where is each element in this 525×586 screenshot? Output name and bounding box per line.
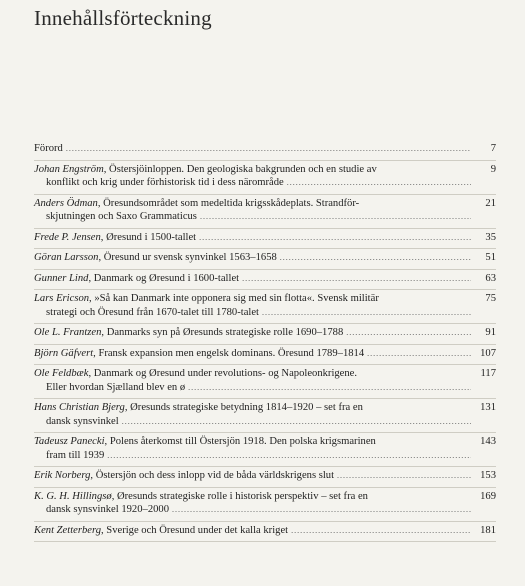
toc-author: Frede P. Jensen (34, 231, 101, 243)
toc-entry-line (34, 449, 474, 463)
toc-page-number: 35 (485, 231, 496, 243)
toc-page-number: 153 (480, 470, 496, 481)
toc-author: Ole L. Frantzen (34, 327, 102, 338)
table-of-contents (34, 140, 496, 542)
toc-entry-text (34, 251, 474, 265)
toc-author: K. G. H. Hillingsø (34, 490, 112, 502)
toc-entry-title: , Øresunds strategiske betydning 1814–1920 – set fra en (124, 402, 363, 413)
toc-entry-line (34, 142, 474, 156)
toc-entry-text (34, 490, 474, 517)
toc-entry-text (34, 347, 474, 361)
toc-entry (34, 249, 496, 270)
toc-entry-title: , Öresund ur svensk synvinkel 1563–1658 (98, 252, 277, 263)
toc-entry-line (34, 251, 474, 265)
toc-entry-title: dansk synsvinkel 1920–2000 (46, 504, 170, 515)
toc-entry-title: , Øresund i 1500-tallet (100, 231, 197, 243)
toc-page-number: 21 (485, 197, 496, 209)
toc-entry (34, 324, 496, 345)
toc-entry-text (34, 142, 474, 156)
toc-page-number: 117 (480, 368, 496, 379)
page-title: Innehållsförteckning (34, 6, 212, 30)
toc-entry-title: , Sverige och Öresund under det kalla kriget (101, 524, 289, 536)
toc-entry-text (34, 231, 474, 245)
toc-page-number: 181 (480, 524, 496, 536)
toc-page-number: 63 (485, 272, 496, 284)
toc-page-number: 51 (485, 252, 496, 263)
toc-entry-text (34, 326, 474, 340)
toc-entry-line (34, 197, 474, 211)
toc-entry-line (34, 326, 474, 340)
toc-entry (34, 522, 496, 543)
toc-entry-title: konflikt och krig under förhistorisk tid i dess närområde (46, 177, 284, 188)
toc-entry-title: , Öresundsområdet som medeltida krigsskådeplats. Strandför- (97, 197, 360, 209)
toc-entry-line (34, 210, 474, 224)
toc-page-number: 131 (480, 402, 496, 413)
toc-author: Tadeusz Panecki (34, 436, 105, 447)
toc-entry-title: skjutningen och Saxo Grammaticus (46, 211, 197, 222)
toc-entry-title: , Polens återkomst till Östersjön 1918. Den polska krigsmarinen (104, 436, 376, 447)
toc-entry (34, 467, 496, 488)
toc-author: Johan Engström (34, 163, 104, 175)
toc-entry-line (34, 435, 474, 449)
toc-author: Gunner Lind (34, 272, 89, 284)
toc-entry (34, 270, 496, 291)
dot-leader (199, 231, 471, 245)
toc-entry (34, 229, 496, 250)
dot-leader (346, 326, 471, 340)
toc-author: Anders Ödman (34, 197, 98, 209)
toc-entry-text (34, 367, 474, 394)
toc-entry-text (34, 469, 474, 483)
dot-leader (172, 503, 471, 517)
toc-author: Hans Christian Bjerg (34, 402, 125, 413)
toc-page-number: 169 (480, 490, 496, 502)
toc-entry-line (34, 490, 474, 504)
dot-leader (291, 524, 471, 538)
dot-leader (107, 449, 471, 463)
toc-page-number: 75 (485, 293, 496, 304)
toc-page-number: 107 (480, 347, 496, 359)
toc-entry-title: , Östersjöinloppen. Den geologiska bakgrunden och en studie av (103, 163, 377, 175)
toc-entry-text (34, 163, 474, 190)
toc-entry-line (34, 381, 474, 395)
toc-entry (34, 345, 496, 366)
toc-entry (34, 161, 496, 195)
toc-author: Lars Ericson (34, 293, 90, 304)
toc-entry-title: , Øresunds strategiske rolle i historisk perspektiv – set fra en (111, 490, 368, 502)
toc-entry-line (34, 163, 474, 177)
dot-leader (66, 142, 471, 156)
dot-leader (287, 176, 471, 190)
toc-entry-line (34, 176, 474, 190)
toc-entry-title: , »Så kan Danmark inte opponera sig med sin flotta«. Svensk militär (89, 293, 379, 304)
toc-entry-line (34, 524, 474, 538)
toc-entry (34, 195, 496, 229)
toc-entry-title: Eller hvordan Sjælland blev en ø (46, 381, 186, 393)
toc-entry-text (34, 272, 474, 286)
toc-entry-text (34, 435, 474, 462)
toc-entry-text (34, 292, 474, 319)
toc-entry-title: strategi och Öresund från 1670-talet till 1780-talet (46, 306, 259, 318)
toc-entry-line (34, 347, 474, 361)
toc-entry (34, 488, 496, 522)
toc-entry (34, 140, 496, 161)
toc-entry-line (34, 272, 474, 286)
toc-entry-title: , Danmarks syn på Øresunds strategiske rolle 1690–1788 (101, 327, 344, 338)
toc-page-number: 143 (480, 436, 496, 447)
toc-entry-line (34, 469, 474, 483)
toc-entry-title: , Fransk expansion men engelsk dominans. Öresund 1789–1814 (93, 347, 365, 359)
toc-author: Göran Larsson (34, 252, 99, 263)
toc-author: Ole Feldbæk (34, 368, 89, 379)
toc-entry (34, 433, 496, 467)
toc-entry-line (34, 503, 474, 517)
toc-entry-text (34, 197, 474, 224)
toc-entry (34, 365, 496, 399)
toc-page-number: 91 (485, 327, 496, 338)
toc-author: Kent Zetterberg (34, 524, 101, 536)
toc-entry-title: Förord (34, 143, 63, 154)
dot-leader (200, 210, 471, 224)
dot-leader (188, 381, 471, 395)
dot-leader (367, 347, 471, 361)
toc-entry-title: dansk synsvinkel (46, 415, 119, 427)
toc-entry-title: fram till 1939 (46, 449, 105, 461)
toc-entry-line (34, 306, 474, 320)
toc-entry-text (34, 524, 474, 538)
toc-author: Björn Gäfvert (34, 347, 94, 359)
toc-entry (34, 399, 496, 433)
toc-entry-title: , Danmark og Øresund under revolutions- og Napoleonkrigene. (88, 368, 358, 379)
toc-entry-line (34, 231, 474, 245)
toc-entry-title: , Danmark og Øresund i 1600-tallet (88, 272, 240, 284)
dot-leader (122, 415, 471, 429)
dot-leader (280, 251, 471, 265)
toc-entry-title: , Östersjön och dess inlopp vid de båda världskrigens slut (90, 470, 335, 481)
dot-leader (262, 306, 471, 320)
toc-entry-line (34, 292, 474, 306)
toc-entry-line (34, 401, 474, 415)
toc-entry (34, 290, 496, 324)
toc-author: Erik Norberg (34, 470, 91, 481)
dot-leader (242, 272, 471, 286)
toc-page-number: 9 (490, 163, 496, 175)
toc-entry-line (34, 367, 474, 381)
toc-entry-line (34, 415, 474, 429)
toc-entry-text (34, 401, 474, 428)
dot-leader (337, 469, 471, 483)
toc-page-number: 7 (490, 143, 496, 154)
